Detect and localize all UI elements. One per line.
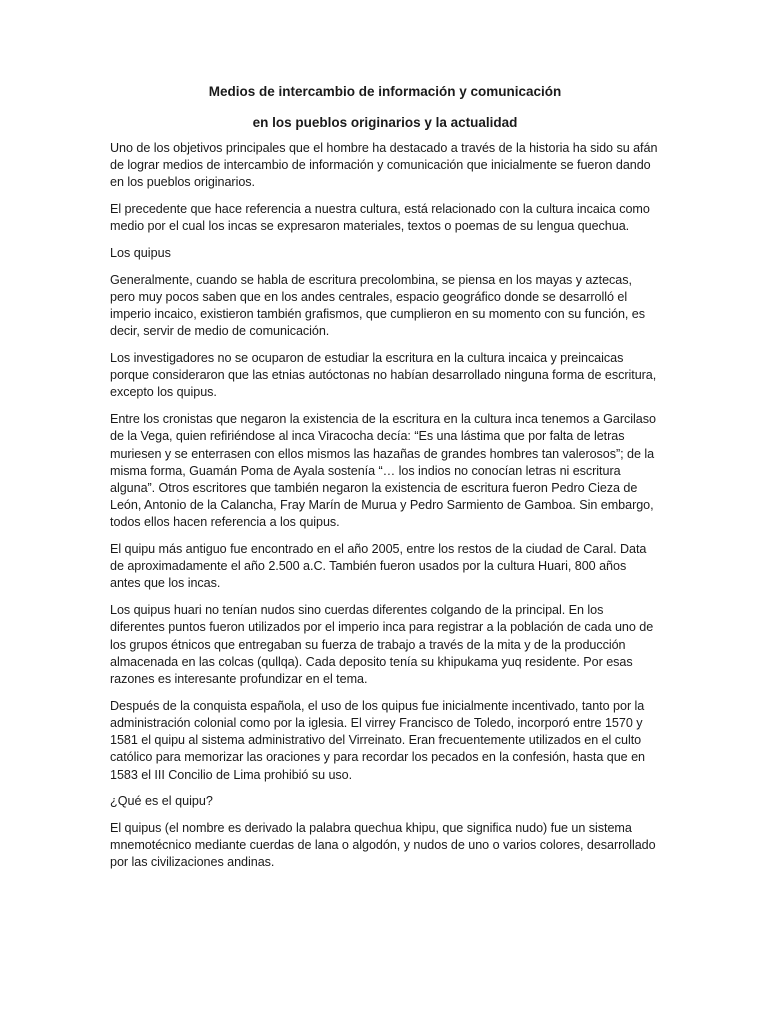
- document-page: [110, 83, 660, 881]
- paragraph-definicion-quipu: El quipus (el nombre es derivado la palabra quechua khipu, que significa nudo) fue un sistema mnemotécnico mediante cuerdas de lana o algodón, y nudos de uno o varios colores, desarrollado por las civilizaciones andinas.: [110, 820, 656, 870]
- paragraph-cronistas: Entre los cronistas que negaron la existencia de la escritura en la cultura inca tenemos a Garcilaso de la Vega, quien refiriéndose al inca Viracocha decía: “Es una lástima que por falta de letras muriesen y se enterrasen con ellos mismos las hazañas de grandes hombres tan valerosos”; de la misma forma, Guamán Poma de Ayala sostenía “… los indios no conocían letras ni escritura alguna”. Otros escritores que también negaron la existencia de escritura fueron Pedro Cieza de León, Antonio de la Calancha, Fray Marín de Murua y Pedro Sarmiento de Gamboa. Sin embargo, todos ellos hacen referencia a los quipus.: [110, 412, 656, 530]
- paragraph-quipus-huari: Los quipus huari no tenían nudos sino cuerdas diferentes colgando de la principal. En los diferentes puntos fueron utilizados por el imperio inca para registrar a la población de cada uno de los grupos étnicos que entregaban su fuerza de trabajo a través de la mita y de la producción almacenada en las colcas (qullqa). Cada deposito tenía su khipukama yuq residente. Por esas razones es interesante profundizar en el tema.: [110, 603, 654, 686]
- paragraph-conquista: Después de la conquista española, el uso de los quipus fue inicialmente incentivado, tanto por la administración colonial como por la iglesia. El virrey Francisco de Toledo, incorporó entre 1570 y 1581 el quipu al sistema administrativo del Virreinato. Eran frecuentemente utilizados en el culto católico para memorizar las oraciones y para recordar los pecados en la confesión, hasta que en 1583 el III Concilio de Lima prohibió su uso.: [110, 698, 645, 782]
- paragraph-escritura-precolombina: Generalmente, cuando se habla de escritura precolombina, se piensa en los mayas y aztecas, pero muy pocos saben que en los andes centrales, espacio geográfico donde se desarrolló el imperio incaico, existieron también grafismos, que cumplieron en su momento con su función, es decir, servir de medio de comunicación.: [110, 272, 645, 339]
- section-heading-los-quipus: Los quipus: [110, 246, 171, 261]
- document-title-line-1: Medios de intercambio de información y comunicación: [208, 84, 562, 99]
- paragraph-precedente: El precedente que hace referencia a nuestra cultura, está relacionado con la cultura incaica como medio por el cual los incas se expresaron materiales, textos o poemas de su lengua quechua.: [110, 202, 650, 234]
- document-title-line-2: en los pueblos originarios y la actualidad: [252, 115, 518, 130]
- section-heading-que-es-el-quipu: ¿Qué es el quipu?: [110, 794, 213, 809]
- paragraph-quipu-antiguo: El quipu más antiguo fue encontrado en el año 2005, entre los restos de la ciudad de Caral. Data de aproximadamente el año 2.500 a.C. También fueron usados por la cultura Huari, 800 años antes que los incas.: [110, 542, 647, 591]
- paragraph-intro: Uno de los objetivos principales que el hombre ha destacado a través de la historia ha sido su afán de lograr medios de intercambio de información y comunicación que inicialmente se fueron dando en los pueblos originarios.: [110, 141, 658, 190]
- paragraph-investigadores: Los investigadores no se ocuparon de estudiar la escritura en la cultura incaica y preincaicas porque consideraron que las etnias autóctonas no habían desarrollado ninguna forma de escritura, excepto los quipus.: [110, 351, 657, 400]
